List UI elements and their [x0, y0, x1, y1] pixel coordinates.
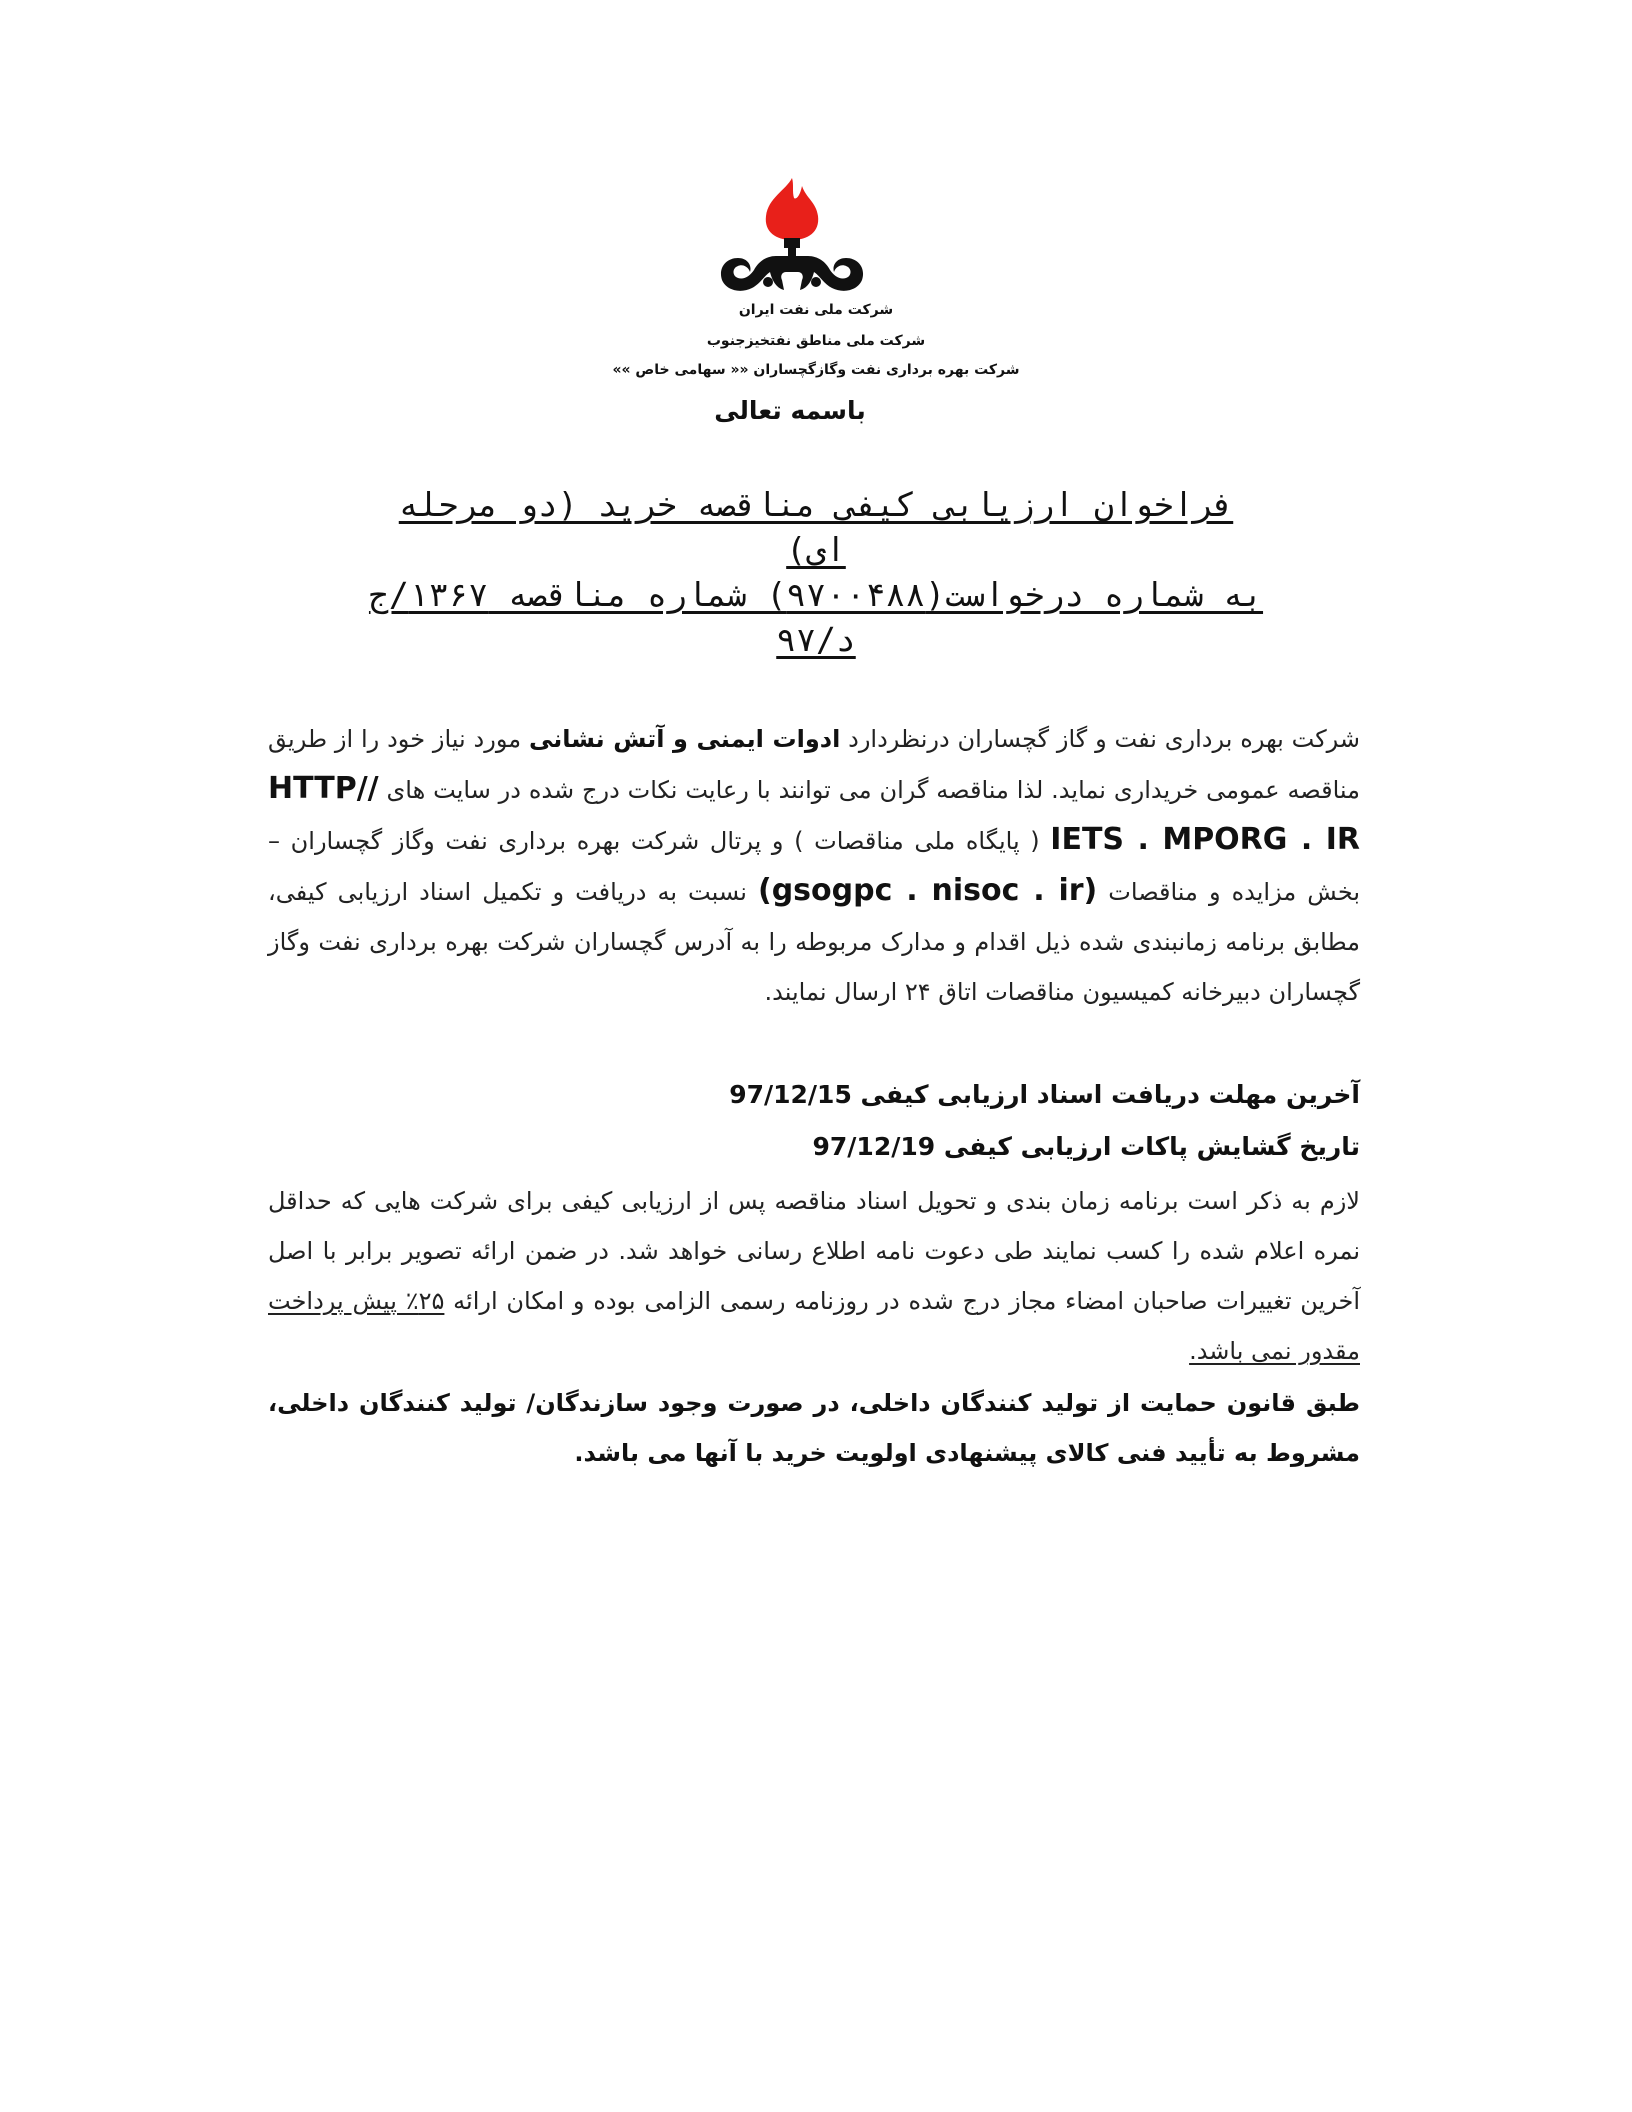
logo-stem-lower — [788, 246, 796, 256]
iets-site-link[interactable]: HTTP// IETS . MPORG . IR — [268, 771, 1360, 857]
nioc-flame-logo-icon — [716, 176, 868, 300]
logo-base — [721, 256, 863, 291]
deadline-receive-documents: آخرین مهلت دریافت اسناد ارزیابی کیفی 97/12/15 — [729, 1080, 1360, 1109]
schedule-note-paragraph — [268, 1176, 1360, 1376]
tender-title-line-1: فراخوان ارزیابی کیفی مناقصه خرید (دو مرحله — [398, 485, 1234, 524]
tender-title — [296, 482, 1336, 662]
para-1-text-a: شرکت بهره برداری نفت و گاز گچساران درنظردارد — [840, 725, 1361, 753]
tender-title-line-1-cont: ای) — [786, 530, 846, 569]
domestic-producer-priority-paragraph: طبق قانون حمایت از تولید کنندگان داخلی، در صورت وجود سازندگان/ تولید کنندگان داخلی، مشروط به تأیید فنی کالای پیشنهادی اولویت خرید با آنها می باشد. — [268, 1389, 1360, 1467]
tender-title-line-2: به شماره درخواست(۹۷۰۰۴۸۸) شماره مناقصه ۱۳۶۷/ج — [368, 575, 1264, 614]
deadline-open-packets: تاریخ گشایش پاکات ارزیابی کیفی 97/12/19 — [812, 1132, 1360, 1161]
para-1-text-b: مورد نیاز خود را از طریق مناقصه عمومی خریداری نماید. لذا مناقصه گران می توانند با رعایت نکات درج شده در سایت های — [268, 725, 1360, 804]
tender-title-line-2-cont: د/۹۷ — [776, 620, 856, 659]
para-1-text-d: نسبت به دریافت و تکمیل اسناد ارزیابی کیفی، مطابق برنامه زمانبندی شده ذیل اقدام و مدارک مربوطه را به آدرس گچساران شرکت بهره برداری نفت وگاز گچساران دبیرخانه کمیسیون مناقصات اتاق ۲۴ ارسال نمایند. — [268, 878, 1360, 1006]
prepayment-note: ۲۵٪ پیش پرداخت مقدور نمی باشد. — [268, 1287, 1360, 1365]
tender-item-name: ادوات ایمنی و آتش نشانی — [528, 725, 841, 753]
para-2-text: لازم به ذکر است برنامه زمان بندی و تحویل اسناد مناقصه پس از ارزیابی کیفی برای شرکت هایی که حداقل نمره اعلام شده را کسب نمایند طی دعوت نامه اطلاع رسانی خواهد شد. در ضمن ارائه تصویر برابر با اصل آخرین تغییرات صاحبان امضاء مجاز درج شده در روزنامه رسمی الزامی بوده و امکان ارائه — [268, 1187, 1360, 1315]
para-1-text-c: ( پایگاه ملی مناقصات ) و پرتال شرکت بهره برداری نفت وگاز گچساران – بخش مزایده و مناقصات — [268, 827, 1360, 906]
logo-flame — [766, 178, 818, 240]
company-name-nioc: شرکت ملی نفت ایران — [738, 302, 894, 318]
tender-announcement-paragraph — [268, 714, 1360, 1017]
logo-dot-left — [763, 277, 773, 287]
company-name-gachsaran: شرکت بهره برداری نفت وگازگچساران «« سهامی خاص »» — [612, 362, 1020, 378]
company-name-nisoc: شرکت ملی مناطق نفتخیزجنوب — [706, 333, 926, 349]
basmala-heading: باسمه تعالی — [714, 396, 866, 425]
logo-dot-right — [811, 277, 821, 287]
gsogpc-portal-link[interactable]: (gsogpc . nisoc . ir) — [757, 873, 1098, 908]
